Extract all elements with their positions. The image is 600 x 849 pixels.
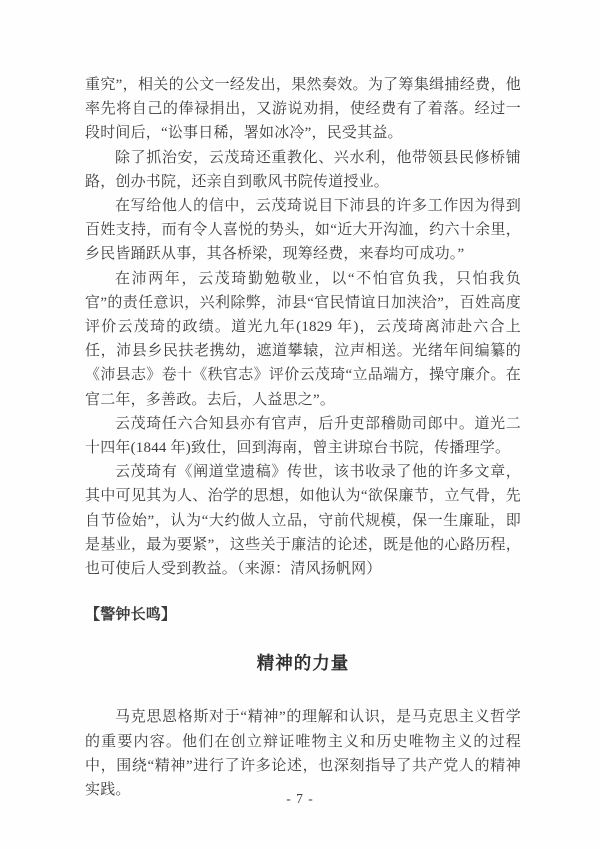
text-block — [85, 73, 521, 802]
paragraph: 除了抓治安，云茂琦还重教化、兴水利，他带领县民修桥铺路，创办书院，还亲自到歌风书院传道授业。 — [85, 149, 521, 190]
article-title: 精神的力量 — [256, 653, 350, 674]
paragraph: 云茂琦有《阐道堂遗稿》传世，该书收录了他的许多文章，其中可见其为人、治学的思想，如他认为“欲保廉节，立气骨，先自节俭始”，认为“大约做人立品，守前代规模，保一生廉耻，即是基业，最为要紧”，这些关于廉洁的论述，既是他的心路历程，也可使后人受到教益。（来源：清风扬帆网） — [85, 464, 521, 578]
paragraph: 云茂琦任六合知县亦有官声，后升吏部稽勋司郎中。道光二十四年(1844 年)致仕，回到海南，曾主讲琼台书院，传播理学。 — [85, 415, 521, 457]
paragraph: 在沛两年，云茂琦勤勉敬业，以“不怕官负我，只怕我负官”的责任意识，兴利除弊，沛县“官民情谊日加浃洽”，百姓高度评价云茂琦的政绩。道光九年(1829 年)，云茂琦离沛赴六合上任，沛县乡民扶老携幼，遮道攀辕，泣声相送。光绪年间编纂的《沛县志》卷十《秩官志》评价云茂琦“立品端方，操守廉介。在官二年，多善政。去后，人益思之”。 — [85, 270, 521, 408]
section-marker: 【警钟长鸣】 — [85, 607, 177, 624]
paragraph: 马克思恩格斯对于“精神”的理解和认识，是马克思主义哲学的重要内容。他们在创立辩证唯物主义和历史唯物主义的过程中，围绕“精神”进行了许多论述，也深刻指导了共产党人的精神实践。 — [85, 709, 521, 799]
page-number: - 7 - — [286, 791, 314, 806]
paragraph-continuation: 重究”，相关的公文一经发出，果然奏效。为了筹集缉捕经费，他率先将自己的俸禄捐出，又游说劝捐，使经费有了着落。经过一段时间后，“讼事日稀，署如冰冷”，民受其益。 — [85, 77, 521, 142]
paragraph: 在写给他人的信中，云茂琦说目下沛县的许多工作因为得到百姓支持，而有令人喜悦的势头，如“近大开沟洫，约六十余里，乡民皆踊跃从事，其各桥梁，现筹经费，来春均可成功。” — [85, 198, 521, 263]
